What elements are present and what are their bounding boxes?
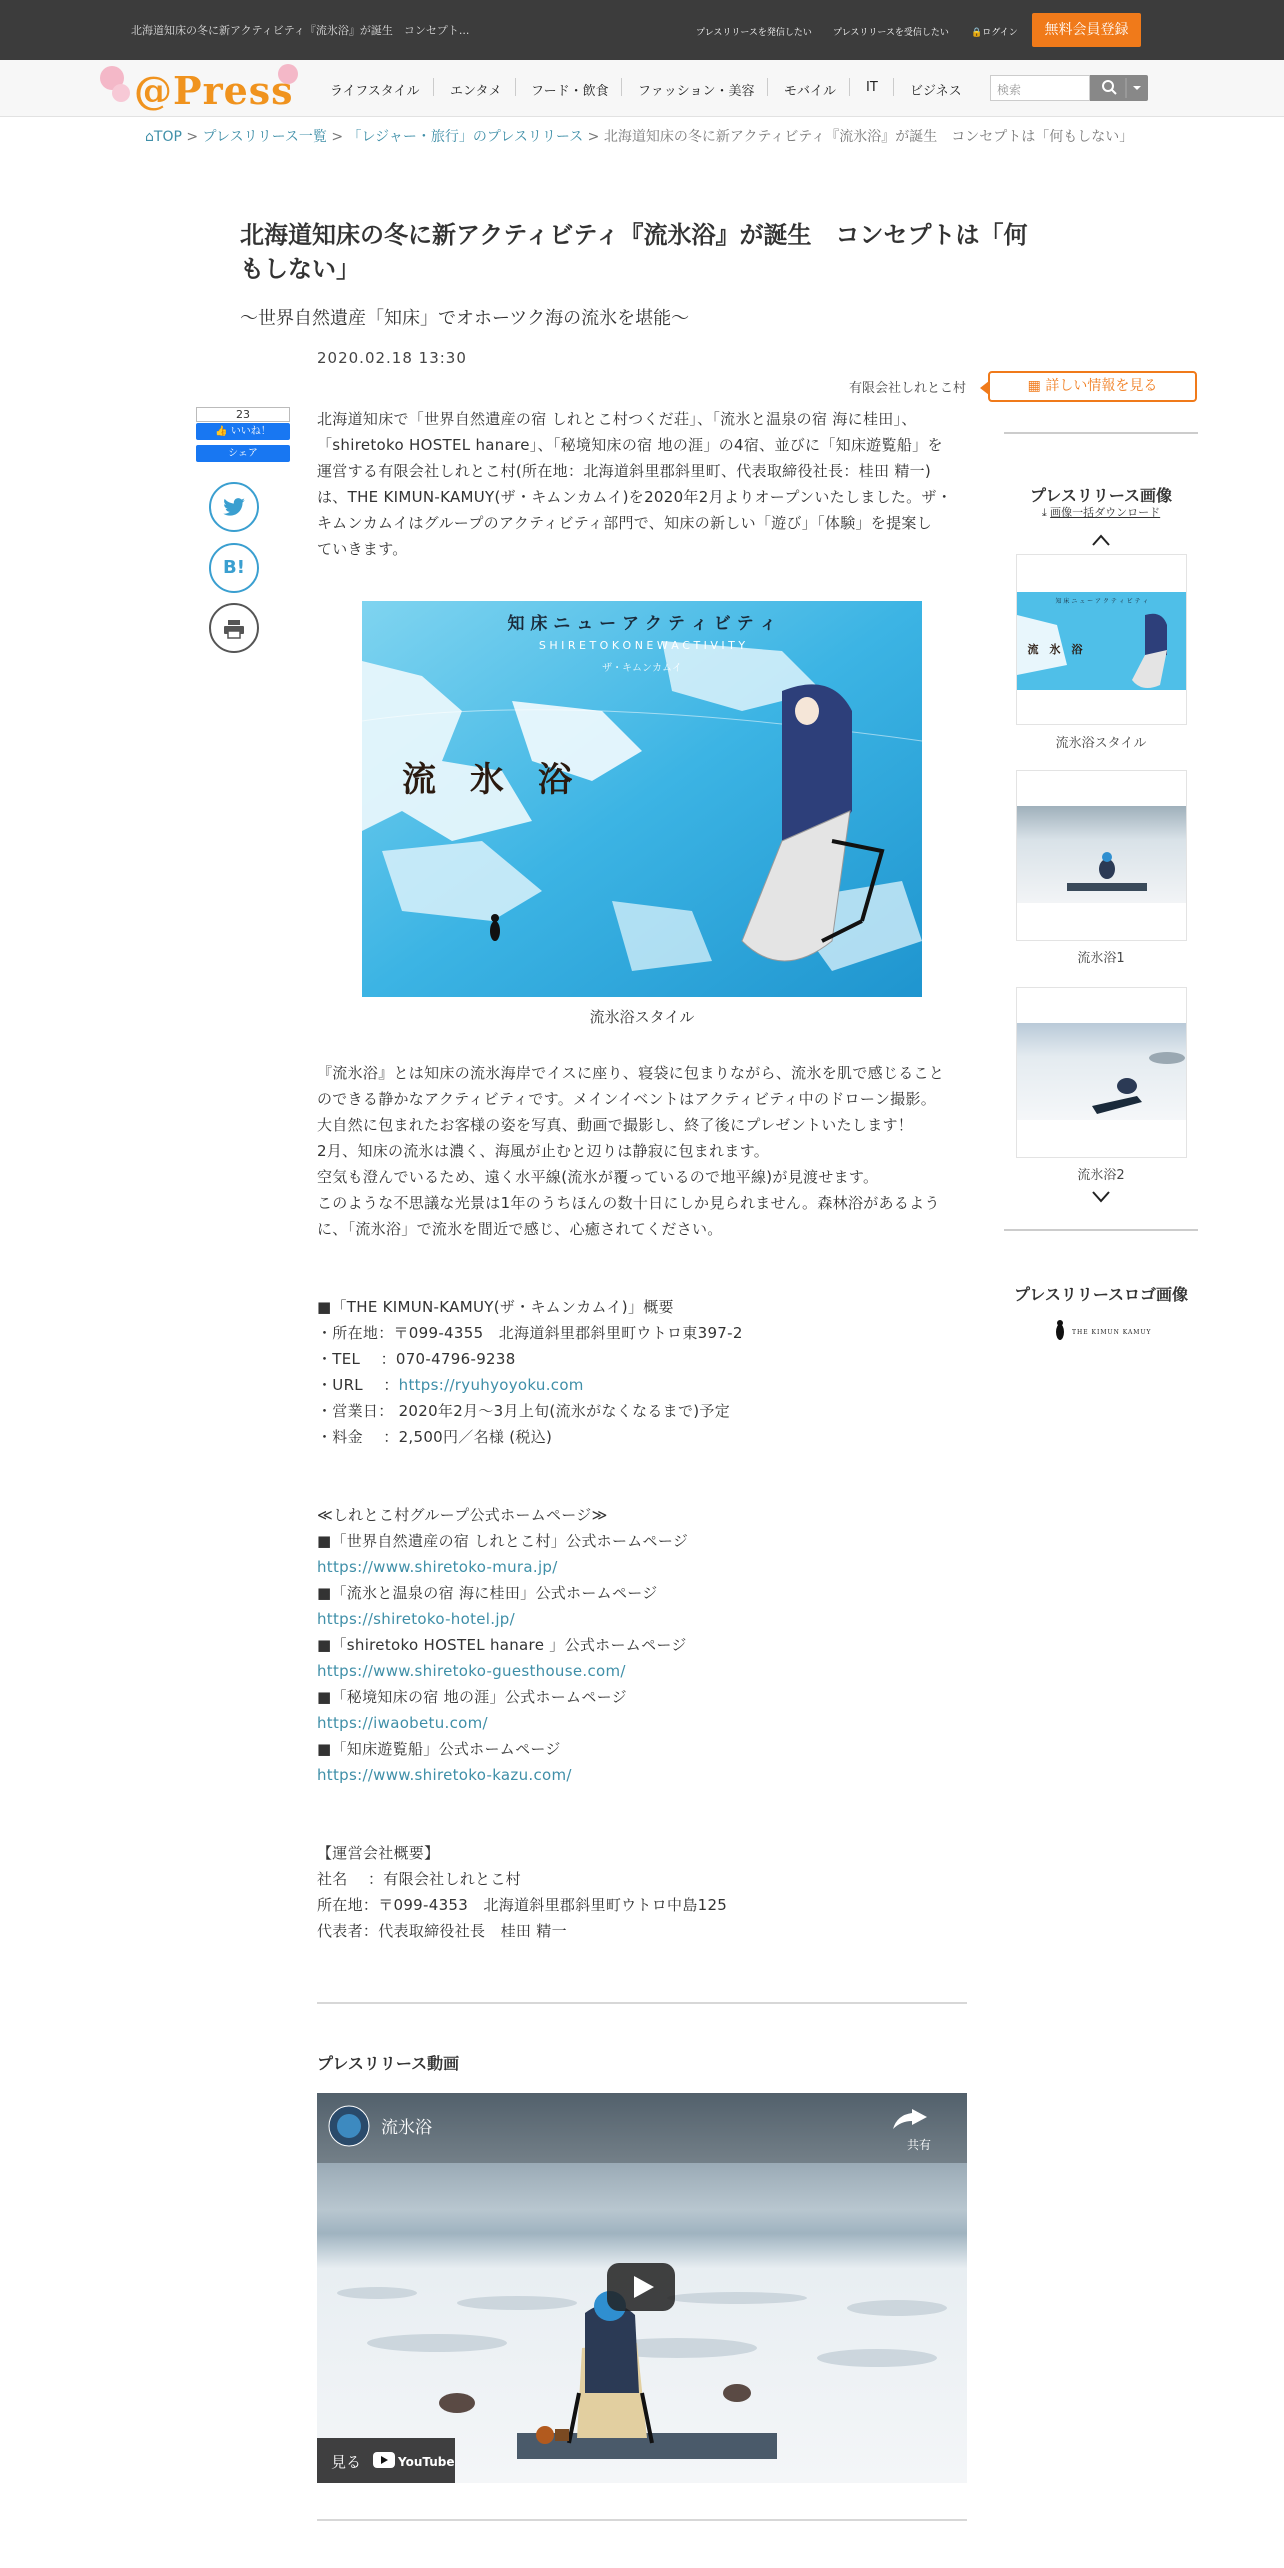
nav-lifestyle[interactable]: ライフスタイル xyxy=(330,84,420,99)
logo-text: @Press xyxy=(134,68,294,113)
print-button[interactable] xyxy=(209,603,259,653)
receive-release-link[interactable]: プレスリリースを受信したい xyxy=(833,28,949,38)
article-title: 北海道知床の冬に新アクティビティ『流氷浴』が誕生 コンセプトは「何もしない」 xyxy=(240,221,1028,283)
body-line: 『流氷浴』とは知床の流氷海岸でイスに座り、寝袋に包まりながら、流氷を肌で感じること xyxy=(317,1064,945,1082)
sidebar-image-thumb[interactable] xyxy=(1016,987,1187,1158)
share-label: 共有 xyxy=(906,2138,932,2152)
overview-period: ・営業日： 2020年2月～3月上旬(流氷がなくなるまで)予定 xyxy=(317,1402,731,1420)
overview-url-label: ・URL ： xyxy=(317,1376,399,1394)
nav-divider xyxy=(621,78,622,96)
person-silhouette xyxy=(490,914,500,941)
hero-brand: ザ・キムンカムイ xyxy=(602,663,682,674)
sidebar-image-caption: 流氷浴スタイル xyxy=(1055,736,1147,751)
group-site-name: ■「秘境知床の宿 地の涯」公式ホームページ xyxy=(317,1688,627,1706)
corp-section xyxy=(317,1840,965,1944)
sidebar-image-thumb[interactable] xyxy=(1016,770,1187,941)
nav-business[interactable]: ビジネス xyxy=(910,84,962,99)
like-count: 23 xyxy=(196,407,290,422)
bulk-download-label: 画像一括ダウンロード xyxy=(1050,506,1161,519)
hatena-bookmark-button[interactable] xyxy=(209,543,259,593)
company-logo-image[interactable] xyxy=(1048,1316,1160,1346)
sidebar-image-caption: 流氷浴2 xyxy=(1077,1168,1125,1183)
group-site-name: ■「流氷と温泉の宿 海に桂田」公式ホームページ xyxy=(317,1584,658,1602)
nav-fashion[interactable]: ファッション・美容 xyxy=(638,84,755,99)
breadcrumb-category[interactable]: 「レジャー・旅行」のプレスリリース xyxy=(347,129,584,145)
page-title-short: 北海道知床の冬に新アクティビティ『流氷浴』が誕生 コンセプト... xyxy=(131,24,470,37)
cherry-blossom-icon xyxy=(112,84,130,102)
group-site-link[interactable]: https://www.shiretoko-kazu.com/ xyxy=(317,1766,572,1784)
breadcrumb-list[interactable]: プレスリリース一覧 xyxy=(202,129,327,145)
group-site-link[interactable]: https://iwaobetu.com/ xyxy=(317,1714,488,1732)
send-release-link[interactable]: プレスリリースを発信したい xyxy=(696,28,812,38)
chevron-down-icon[interactable] xyxy=(1091,1190,1111,1204)
atpress-logo[interactable] xyxy=(98,62,308,114)
company-name[interactable]: 有限会社しれとこ村 xyxy=(848,381,966,396)
intro-line: 北海道知床で「世界自然遺産の宿 しれとこ村つくだ荘」、「流氷と温泉の宿 海に桂田」、 xyxy=(317,410,917,428)
sidebar-logo-heading: プレスリリースロゴ画像 xyxy=(1013,1285,1189,1304)
kimun-kamuy-logo xyxy=(1048,1316,1160,1346)
search-input[interactable]: 検索 xyxy=(990,75,1090,101)
nav-divider xyxy=(893,78,894,96)
overview-url-link[interactable]: https://ryuhyoyoku.com xyxy=(398,1376,584,1394)
like-label: いいね！ xyxy=(230,426,271,437)
logo-text-small: THE KIMUN KAMUY xyxy=(1072,1329,1152,1336)
corp-heading: 【運営会社概要】 xyxy=(317,1844,440,1862)
sidebar-images-heading: プレスリリース画像 xyxy=(1029,486,1173,505)
nav-divider xyxy=(849,78,850,96)
detail-info-button[interactable] xyxy=(988,371,1197,402)
nav-divider xyxy=(433,78,434,96)
detail-info-label: 詳しい情報を見る xyxy=(1045,378,1158,394)
breadcrumb-current: 北海道知床の冬に新アクティビティ『流氷浴』が誕生 コンセプトは「何もしない」 xyxy=(603,129,1134,145)
hero-heading-en: S H I R E T O K O N E W A C T I V I T Y xyxy=(538,639,746,652)
section-divider xyxy=(317,2519,967,2521)
group-sites-section xyxy=(317,1502,965,1788)
login-link[interactable] xyxy=(971,25,1018,38)
thumb-heading: 知 床 ニ ュ ー ア ク テ ィ ビ テ ィ xyxy=(1055,598,1149,605)
building-icon: ▦ xyxy=(1027,378,1046,394)
intro-paragraph xyxy=(317,406,965,562)
login-label: ログイン xyxy=(982,28,1018,38)
overview-heading: ■「THE KIMUN-KAMUY(ザ・キムンカムイ)」概要 xyxy=(317,1298,674,1316)
body-line: 2月、知床の流氷は濃く、海風が止むと辺りは静寂に包まれます。 xyxy=(317,1142,770,1160)
video-title[interactable]: 流氷浴 xyxy=(381,2118,432,2138)
printer-icon xyxy=(223,619,245,639)
body-line: に、「流氷浴」で流氷を間近で感じ、心癒されてください。 xyxy=(317,1220,723,1238)
intro-line: は、THE KIMUN-KAMUY(ザ・キムンカムイ)を2020年2月よりオープンいたしました。ザ・ xyxy=(317,488,953,506)
bulk-download-link[interactable] xyxy=(1004,504,1198,520)
overview-address: ・所在地：〒099-4355 北海道斜里郡斜里町ウトロ東397-2 xyxy=(317,1324,743,1342)
watch-on-youtube-button[interactable] xyxy=(317,2438,455,2483)
lock-icon: 🔒 xyxy=(971,28,983,38)
twitter-share-button[interactable] xyxy=(209,482,259,532)
search-icon xyxy=(1090,75,1148,101)
home-icon: ⌂ xyxy=(145,129,154,145)
intro-line: 運営する有限会社しれとこ村(所在地：北海道斜里郡斜里町、代表取締役社長：桂田 精一) xyxy=(317,462,932,480)
thumb-title: 流 氷 浴 xyxy=(1027,643,1083,656)
intro-line: キムンカムイはグループのアクティビティ部門で、知床の新しい「遊び」「体験」を提案し xyxy=(317,514,933,532)
group-heading: ≪しれとこ村グループ公式ホームページ≫ xyxy=(317,1506,608,1524)
breadcrumb: ⌂TOP > プレスリリース一覧 > 「レジャー・旅行」のプレスリリース > 北海道知床の冬に新アクティビティ『流氷浴』が誕生 コンセプトは「何もしない」 xyxy=(145,129,1134,145)
nav-divider xyxy=(515,78,516,96)
section-divider xyxy=(317,2002,967,2004)
body-line: 空気も澄んでいるため、遠く水平線(流氷が覆っているので地平線)が見渡せます。 xyxy=(317,1168,879,1186)
chevron-up-icon[interactable] xyxy=(1091,533,1111,547)
hatena-icon: B! xyxy=(223,557,245,578)
publish-date: 2020.02.18 13:30 xyxy=(317,349,467,367)
hero-heading: 知 床 ニ ュ ー ア ク テ ィ ビ テ ィ xyxy=(507,614,777,634)
nav-entertainment[interactable]: エンタメ xyxy=(450,84,502,99)
download-icon: ⤓ xyxy=(1041,506,1051,519)
nav-divider xyxy=(767,78,768,96)
youtube-embed[interactable] xyxy=(317,2093,967,2483)
sidebar-divider xyxy=(1004,432,1198,434)
breadcrumb-top-label: TOP xyxy=(153,129,182,145)
thumbs-up-icon: 👍 xyxy=(215,426,228,437)
group-site-name: ■「shiretoko HOSTEL hanare 」公式ホームページ xyxy=(317,1636,687,1654)
corp-rep: 代表者：代表取締役社長 桂田 精一 xyxy=(317,1922,567,1940)
overview-url-row xyxy=(317,1372,965,1398)
sidebar-image-thumb[interactable] xyxy=(1016,554,1187,725)
corp-name: 社名 ：有限会社しれとこ村 xyxy=(317,1870,521,1888)
hero-title: 流 氷 浴 xyxy=(402,760,572,800)
body-line: このような不思議な光景は1年のうちほんの数十日にしか見られません。森林浴があるよう xyxy=(317,1194,940,1212)
youtube-label: YouTube xyxy=(398,2455,455,2469)
overview-tel: ・TEL ：070-4796-9238 xyxy=(317,1350,516,1368)
sidebar-image-caption: 流氷浴1 xyxy=(1077,951,1125,966)
facebook-widget xyxy=(196,407,290,459)
overview-price: ・料金 ：2,500円／名様 (税込) xyxy=(317,1428,553,1446)
play-button[interactable] xyxy=(607,2263,675,2311)
register-button[interactable]: 無料会員登録 xyxy=(1032,13,1141,47)
nav-mobile[interactable]: モバイル xyxy=(784,84,837,99)
hero-caption: 流氷浴スタイル xyxy=(589,1008,695,1026)
body-paragraph xyxy=(317,1060,965,1242)
article-subtitle: ～世界自然遺産「知床」でオホーツク海の流氷を堪能～ xyxy=(240,308,690,329)
top-bar xyxy=(0,0,1284,60)
nav-food[interactable]: フード・飲食 xyxy=(531,84,609,99)
group-site-name: ■「知床遊覧船」公式ホームページ xyxy=(317,1740,561,1758)
search-button[interactable] xyxy=(1090,75,1148,101)
intro-line: ていきます。 xyxy=(317,540,408,558)
overview-section xyxy=(317,1294,965,1450)
group-site-link[interactable]: https://www.shiretoko-mura.jp/ xyxy=(317,1558,558,1576)
twitter-icon xyxy=(223,498,245,516)
share-button[interactable]: シェア xyxy=(196,445,290,462)
hero-image[interactable] xyxy=(362,601,922,997)
sidebar-divider xyxy=(1004,1229,1198,1231)
intro-line: 「shiretoko HOSTEL hanare」、「秘境知床の宿 地の涯」の4宿、並びに「知床遊覧船」を xyxy=(317,436,943,454)
body-line: 大自然に包まれたお客様の姿を写真、動画で撮影し、終了後にプレゼントいたします！ xyxy=(317,1116,914,1134)
corp-address: 所在地：〒099-4353 北海道斜里郡斜里町ウトロ中島125 xyxy=(317,1896,728,1914)
breadcrumb-top[interactable] xyxy=(145,129,182,145)
video-section-title: プレスリリース動画 xyxy=(317,2054,460,2073)
group-site-link[interactable]: https://shiretoko-hotel.jp/ xyxy=(317,1610,515,1628)
like-button[interactable] xyxy=(196,423,290,440)
body-line: のできる静かなアクティビティです。メインイベントはアクティビティ中のドローン撮影。 xyxy=(317,1090,937,1108)
nav-it[interactable]: IT xyxy=(866,80,878,95)
watch-label: 見る xyxy=(331,2453,362,2471)
group-site-link[interactable]: https://www.shiretoko-guesthouse.com/ xyxy=(317,1662,626,1680)
group-site-name: ■「世界自然遺産の宿 しれとこ村」公式ホームページ xyxy=(317,1532,689,1550)
